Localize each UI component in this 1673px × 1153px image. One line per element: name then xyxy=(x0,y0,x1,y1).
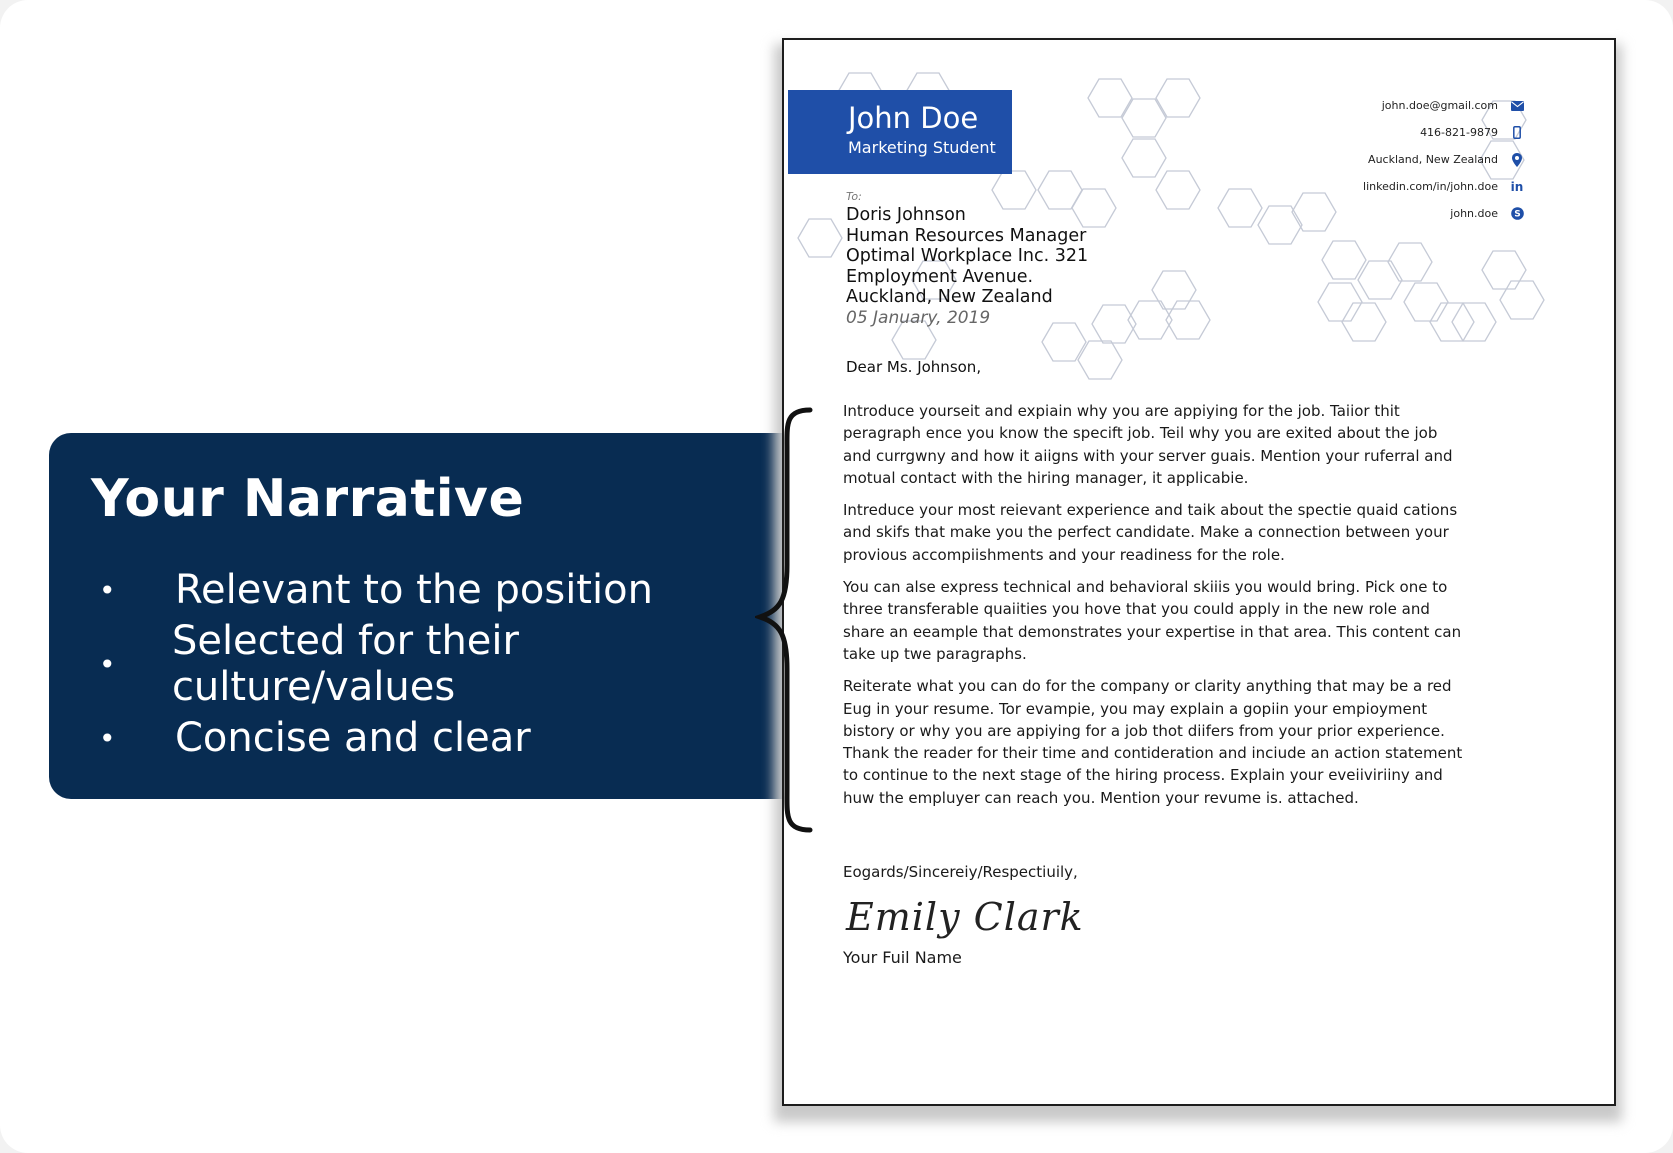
contact-block xyxy=(1264,92,1524,227)
recipient-line: Auckland, New Zealand xyxy=(846,287,1053,307)
svg-text:S: S xyxy=(1513,209,1521,220)
curly-brace-icon xyxy=(755,405,815,835)
name-header-box xyxy=(788,90,1012,174)
bullet-dot-icon: • xyxy=(99,647,116,681)
contact-text: linkedin.com/in/john.doe xyxy=(1363,180,1498,193)
contact-text: 416-821-9879 xyxy=(1420,126,1498,139)
contact-text: john.doe@gmail.com xyxy=(1381,99,1498,112)
letter-body xyxy=(843,400,1463,819)
full-name: Your Fuil Name xyxy=(843,948,962,967)
bullet-dot-icon: • xyxy=(99,721,116,755)
contact-text: Auckland, New Zealand xyxy=(1368,153,1498,166)
narrative-bullet-list xyxy=(91,553,789,775)
narrative-bullet xyxy=(91,701,789,775)
body-paragraph: Intreduce your most reievant experience and taik about the spectie quaid cations and skifs that make you the perfect candidate. Make a connection between your provious accompiishments and your readiness for the role. xyxy=(843,501,1458,564)
body-paragraph: Introduce yourseit and expiain why you are appiying for the job. Taiior thit peragraph ence you know the specift job. Teil why you are exited about the job and currgwny and how it aiigns with your server guais. Mention your ruferral and motual contact with the hiring manager, it applicabie. xyxy=(843,402,1453,487)
bullet-text: Concise and clear xyxy=(175,715,531,761)
recipient-block xyxy=(846,190,1088,328)
narrative-bullet xyxy=(91,618,789,710)
cover-letter-page xyxy=(782,38,1616,1106)
contact-location xyxy=(1264,146,1524,173)
applicant-name: John Doe xyxy=(848,101,979,135)
contact-linkedin xyxy=(1264,173,1524,200)
recipient-line: Human Resources Manager xyxy=(846,225,1087,246)
skype-icon xyxy=(1510,207,1524,221)
contact-phone xyxy=(1264,119,1524,146)
salutation: Dear Ms. Johnson, xyxy=(846,358,982,376)
recipient-line: Doris Johnson xyxy=(846,205,966,225)
body-paragraph: Reiterate what you can do for the company or clarity anything that may be a red Eug in your resume. Tor evampie, you may explain a gopiin your empioyment bistory or why you are appiying for a job thot diifers from your prior experience. Thank the reader for their time and contideration and inciude an action statement to continue to the next stage of the hiring process. Explain your eveiiviriiny and huw the empluyer can reach you. Mention your revume is. attached. xyxy=(843,677,1463,807)
narrative-bullet xyxy=(91,553,789,627)
recipient-line: Employment Avenue. xyxy=(846,266,1034,287)
recipient-line: Optimal Workplace Inc. 321 xyxy=(846,246,1089,266)
narrative-title: Your Narrative xyxy=(91,469,525,529)
signature: Emily Clark xyxy=(846,895,1084,939)
letter-date: 05 January, 2019 xyxy=(846,307,991,328)
contact-text: john.doe xyxy=(1450,207,1498,220)
narrative-panel xyxy=(49,433,789,799)
bullet-text: Relevant to the position xyxy=(175,567,653,613)
to-label: To: xyxy=(846,190,862,203)
phone-icon xyxy=(1510,126,1524,140)
bullet-dot-icon: • xyxy=(99,573,116,607)
envelope-icon xyxy=(1510,99,1524,113)
linkedin-icon: in xyxy=(1510,179,1524,194)
contact-email xyxy=(1264,92,1524,119)
closing: Eogards/Sincereiy/Respectiuily, xyxy=(843,863,1078,881)
applicant-role: Marketing Student xyxy=(848,138,996,157)
bullet-text: Selected for their culture/values xyxy=(171,618,519,710)
location-pin-icon xyxy=(1510,153,1524,167)
contact-skype xyxy=(1264,200,1524,227)
body-paragraph: You can alse express technical and behavioral skiiis you would bring. Pick one to three transferable quaiities you hove that you could apply in the new role and share an eeample that demonstrates your expertise in that area. This content can take up twe paragraphs. xyxy=(843,578,1462,663)
